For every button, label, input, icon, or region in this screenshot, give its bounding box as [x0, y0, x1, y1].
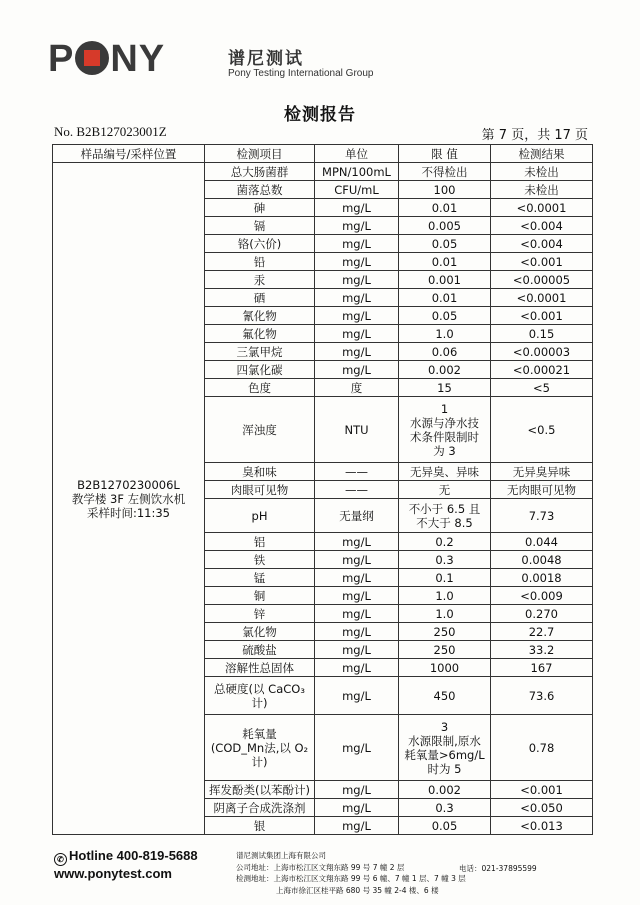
cell-item: 挥发酚类(以苯酚计) — [205, 781, 315, 799]
cell-result: <5 — [491, 379, 593, 397]
cell-limit: 1.0 — [399, 587, 491, 605]
cell-result: <0.00003 — [491, 343, 593, 361]
report-header — [40, 38, 600, 86]
cell-limit: 250 — [399, 641, 491, 659]
cell-result: <0.050 — [491, 799, 593, 817]
cell-item: 铁 — [205, 551, 315, 569]
cell-item: 菌落总数 — [205, 181, 315, 199]
cell-unit: mg/L — [315, 199, 399, 217]
cell-item: 氰化物 — [205, 307, 315, 325]
cell-item: 耗氧量 (COD_Mn法,以 O₂计) — [205, 715, 315, 781]
cell-item: 三氯甲烷 — [205, 343, 315, 361]
cell-limit: 0.01 — [399, 199, 491, 217]
cell-result: <0.00021 — [491, 361, 593, 379]
cell-item: 锰 — [205, 569, 315, 587]
cell-limit: 100 — [399, 181, 491, 199]
cell-item: 四氯化碳 — [205, 361, 315, 379]
cell-result: 未检出 — [491, 181, 593, 199]
cell-unit: 无量纲 — [315, 499, 399, 533]
cell-unit: mg/L — [315, 569, 399, 587]
cell-unit: mg/L — [315, 659, 399, 677]
cell-limit: 0.01 — [399, 253, 491, 271]
cell-result: 无肉眼可见物 — [491, 481, 593, 499]
cell-item: 色度 — [205, 379, 315, 397]
cell-unit: mg/L — [315, 533, 399, 551]
header-result: 检测结果 — [491, 145, 593, 163]
cell-limit: 不得检出 — [399, 163, 491, 181]
footer — [54, 848, 594, 898]
cell-unit: mg/L — [315, 235, 399, 253]
cell-unit: MPN/100mL — [315, 163, 399, 181]
cell-unit: —— — [315, 481, 399, 499]
header-item: 检测项目 — [205, 145, 315, 163]
cell-limit: 0.001 — [399, 271, 491, 289]
sample-id: B2B1270230006L — [77, 477, 180, 492]
cell-limit: 1.0 — [399, 325, 491, 343]
header-unit: 单位 — [315, 145, 399, 163]
cell-unit: 度 — [315, 379, 399, 397]
website: www.ponytest.com — [54, 866, 172, 881]
cell-limit: 0.01 — [399, 289, 491, 307]
cell-result: 0.044 — [491, 533, 593, 551]
cell-limit: 1.0 — [399, 605, 491, 623]
cell-item: 砷 — [205, 199, 315, 217]
cell-result: 22.7 — [491, 623, 593, 641]
test-address-2: 上海市徐汇区桂平路 680 号 35 幢 2-4 楼、6 楼 — [276, 885, 439, 895]
phone-number: 电话：021-37895599 — [459, 864, 537, 873]
sample-location: 教学楼 3F 左侧饮水机 — [71, 491, 186, 506]
company-info — [236, 850, 466, 896]
cell-result: 7.73 — [491, 499, 593, 533]
cell-limit: 0.1 — [399, 569, 491, 587]
results-table — [52, 144, 593, 835]
cell-limit: 0.05 — [399, 817, 491, 835]
cell-result: 无异臭异味 — [491, 463, 593, 481]
cell-limit: 0.005 — [399, 217, 491, 235]
pony-logo: P NY — [48, 38, 166, 80]
test-address-1: 检测地址：上海市松江区文翔东路 99 号 6 幢、7 幢 1 层、7 幢 3 层 — [236, 874, 466, 883]
cell-limit: 0.05 — [399, 307, 491, 325]
cell-item: 臭和味 — [205, 463, 315, 481]
cell-item: 铬(六价) — [205, 235, 315, 253]
cell-limit: 0.002 — [399, 361, 491, 379]
cell-limit: 0.06 — [399, 343, 491, 361]
cell-unit: NTU — [315, 397, 399, 463]
cell-item: 阴离子合成洗涤剂 — [205, 799, 315, 817]
cell-unit: mg/L — [315, 641, 399, 659]
cell-result: 0.0018 — [491, 569, 593, 587]
cell-result: 未检出 — [491, 163, 593, 181]
cell-result: 0.78 — [491, 715, 593, 781]
cell-limit: 0.05 — [399, 235, 491, 253]
hotline — [54, 848, 198, 866]
cell-item: 镉 — [205, 217, 315, 235]
cell-unit: mg/L — [315, 587, 399, 605]
cell-limit: 250 — [399, 623, 491, 641]
cell-result: 0.270 — [491, 605, 593, 623]
cell-limit: 无 — [399, 481, 491, 499]
report-title: 检测报告 — [284, 105, 356, 125]
cell-result: <0.009 — [491, 587, 593, 605]
cell-unit: mg/L — [315, 253, 399, 271]
cell-unit: mg/L — [315, 623, 399, 641]
brand-cn: 谱尼测试 — [228, 49, 304, 69]
cell-item: 总大肠菌群 — [205, 163, 315, 181]
cell-item: 银 — [205, 817, 315, 835]
cell-unit: —— — [315, 463, 399, 481]
cell-unit: mg/L — [315, 605, 399, 623]
company-name: 谱尼测试集团上海有限公司 — [236, 851, 326, 860]
cell-unit: mg/L — [315, 715, 399, 781]
cell-item: 浑浊度 — [205, 397, 315, 463]
cell-result: <0.00005 — [491, 271, 593, 289]
cell-unit: mg/L — [315, 781, 399, 799]
logo-o-mark — [75, 41, 109, 75]
phone-icon: ✆ — [54, 853, 67, 866]
cell-item: 铅 — [205, 253, 315, 271]
cell-item: 汞 — [205, 271, 315, 289]
cell-result: 167 — [491, 659, 593, 677]
cell-item: 锌 — [205, 605, 315, 623]
cell-result: 0.15 — [491, 325, 593, 343]
company-address: 公司地址：上海市松江区文翔东路 99 号 7 幢 2 层 — [236, 862, 405, 872]
cell-result: <0.5 — [491, 397, 593, 463]
cell-unit: mg/L — [315, 361, 399, 379]
cell-item: 总硬度(以 CaCO₃计) — [205, 677, 315, 715]
brand-en: Pony Testing International Group — [228, 68, 374, 79]
sample-cell — [53, 163, 205, 835]
cell-unit: mg/L — [315, 217, 399, 235]
cell-unit: CFU/mL — [315, 181, 399, 199]
cell-item: 溶解性总固体 — [205, 659, 315, 677]
cell-result: 73.6 — [491, 677, 593, 715]
cell-unit: mg/L — [315, 325, 399, 343]
cell-item: 铜 — [205, 587, 315, 605]
cell-unit: mg/L — [315, 271, 399, 289]
cell-result: 0.0048 — [491, 551, 593, 569]
hotline-text: Hotline 400-819-5688 — [69, 848, 198, 863]
cell-result: <0.0001 — [491, 289, 593, 307]
cell-limit: 不小于 6.5 且 不大于 8.5 — [399, 499, 491, 533]
cell-unit: mg/L — [315, 551, 399, 569]
cell-result: <0.013 — [491, 817, 593, 835]
header-limit: 限 值 — [399, 145, 491, 163]
sample-time: 采样时间:11:35 — [86, 505, 170, 520]
cell-unit: mg/L — [315, 817, 399, 835]
cell-result: <0.0001 — [491, 199, 593, 217]
cell-item: 硫酸盐 — [205, 641, 315, 659]
cell-item: 氟化物 — [205, 325, 315, 343]
cell-unit: mg/L — [315, 799, 399, 817]
cell-limit: 450 — [399, 677, 491, 715]
cell-unit: mg/L — [315, 343, 399, 361]
cell-result: <0.004 — [491, 217, 593, 235]
table-row — [53, 163, 593, 181]
cell-item: 氯化物 — [205, 623, 315, 641]
table-header-row — [53, 145, 593, 163]
cell-result: <0.001 — [491, 781, 593, 799]
cell-result: <0.001 — [491, 307, 593, 325]
cell-limit: 无异臭、异味 — [399, 463, 491, 481]
cell-result: 33.2 — [491, 641, 593, 659]
cell-limit: 0.3 — [399, 799, 491, 817]
cell-limit: 1 水源与净水技 术条件限制时 为 3 — [399, 397, 491, 463]
cell-result: <0.001 — [491, 253, 593, 271]
cell-unit: mg/L — [315, 677, 399, 715]
report-number: No. B2B127023001Z — [54, 124, 167, 139]
cell-item: pH — [205, 499, 315, 533]
cell-limit: 15 — [399, 379, 491, 397]
cell-limit: 3 水源限制,原水 耗氧量>6mg/L 时为 5 — [399, 715, 491, 781]
cell-unit: mg/L — [315, 289, 399, 307]
cell-limit: 0.002 — [399, 781, 491, 799]
header-sample: 样品编号/采样位置 — [53, 145, 205, 163]
cell-limit: 0.2 — [399, 533, 491, 551]
cell-unit: mg/L — [315, 307, 399, 325]
cell-limit: 1000 — [399, 659, 491, 677]
cell-item: 铝 — [205, 533, 315, 551]
page-number: 第 7 页，共 17 页 — [481, 128, 588, 143]
cell-item: 肉眼可见物 — [205, 481, 315, 499]
cell-limit: 0.3 — [399, 551, 491, 569]
cell-result: <0.004 — [491, 235, 593, 253]
cell-item: 硒 — [205, 289, 315, 307]
